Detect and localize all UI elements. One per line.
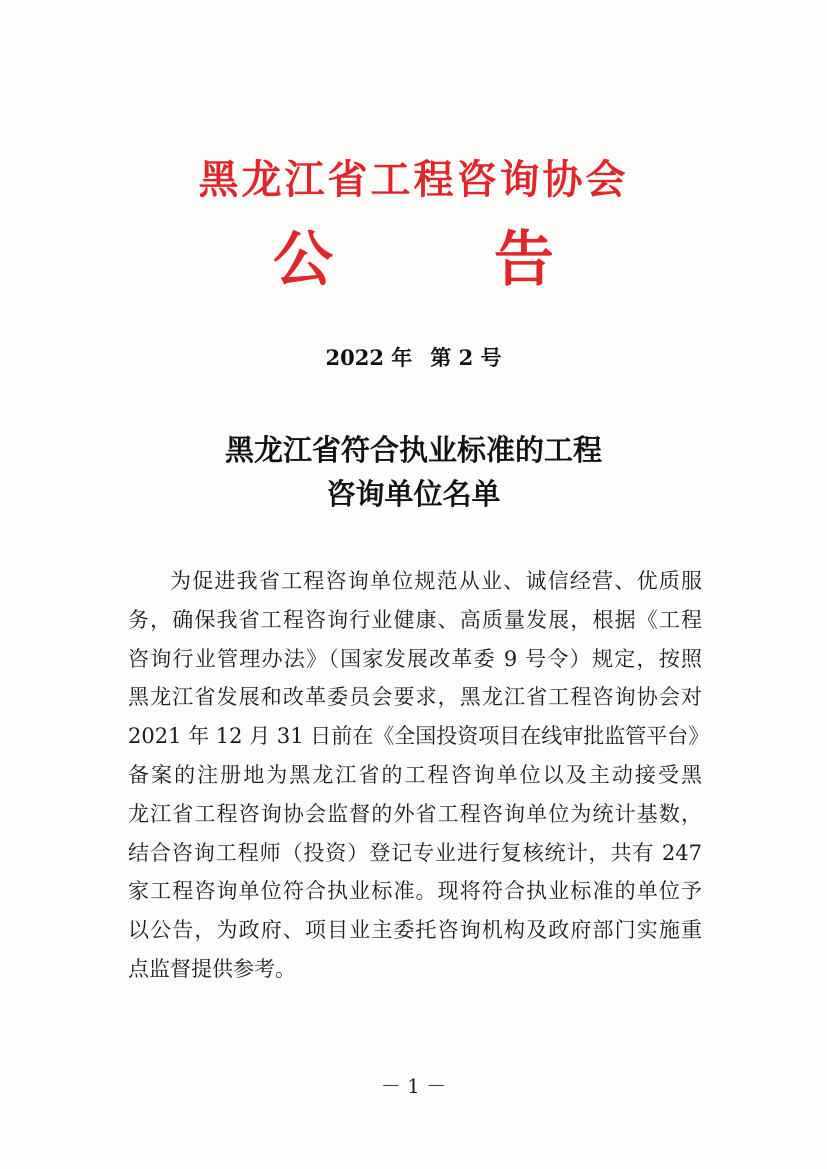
body-line: 务，确保我省工程咨询行业健康、高质量发展，根据《工程: [128, 607, 702, 632]
body-line: 结合咨询工程师（投资）登记专业进行复核统计，共有 247: [128, 840, 702, 865]
page-number: － 1 －: [380, 1074, 447, 1098]
heading-line-2: 咨询单位名单: [326, 477, 501, 511]
heading-line-1: 黑龙江省符合执业标准的工程: [224, 433, 602, 467]
document-type-title: 公 告: [273, 225, 624, 295]
body-line: 黑龙江省发展和改革委员会要求，黑龙江省工程咨询协会对: [128, 685, 702, 710]
body-line: 龙江省工程咨询协会监督的外省工程咨询单位为统计基数，: [128, 801, 702, 826]
document-heading: [0, 428, 827, 516]
document-year: 2022 年: [325, 345, 413, 370]
body-line: 备案的注册地为黑龙江省的工程咨询单位以及主动接受黑: [128, 762, 702, 787]
body-line: 咨询行业管理办法》（国家发展改革委 9 号令）规定，按照: [128, 646, 702, 671]
body-line: 2021 年 12 月 31 日前在《全国投资项目在线审批监管平台》: [128, 724, 710, 749]
body-line: 以公告，为政府、项目业主委托咨询机构及政府部门实施重: [128, 918, 702, 943]
organization-title: 黑龙江省工程咨询协会: [198, 157, 629, 203]
document-number: [0, 342, 827, 372]
body-line: 家工程咨询单位符合执业标准。现将符合执业标准的单位予: [128, 879, 702, 904]
body-line: 为促进我省工程咨询单位规范从业、诚信经营、优质服: [170, 569, 702, 593]
body-line: 点监督提供参考。: [128, 956, 296, 981]
body-paragraph: [128, 562, 710, 989]
document-issue: 第 2 号: [430, 345, 502, 370]
